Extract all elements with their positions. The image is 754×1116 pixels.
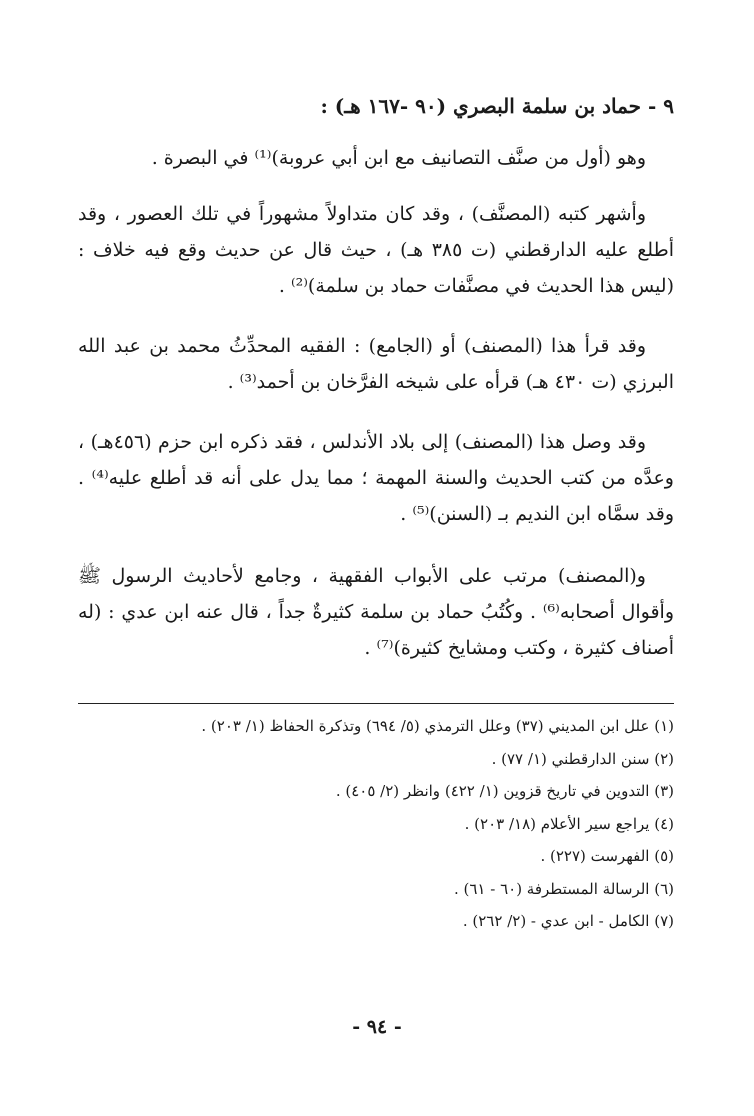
footnote-item: (٥) الفهرست (٢٢٧) . <box>540 847 674 865</box>
footnote-item: (٤) يراجع سير الأعلام (١٨/ ٢٠٣) . <box>464 814 674 833</box>
page-number: - ٩٤ - <box>352 1016 402 1038</box>
paragraph-text: وهو (أول من صنَّف التصانيف مع ابن أبي عروبة)⁽¹⁾ في البصرة . <box>151 147 646 169</box>
footnote-divider <box>78 703 674 704</box>
footnotes-list <box>74 710 674 938</box>
footnote-item: (٢) سنن الدارقطني (١/ ٧٧) . <box>491 749 674 768</box>
body-paragraph <box>78 196 674 304</box>
footnote-item: (١) علل ابن المديني (٣٧) وعلل الترمذي (٥/ ٦٩٤) وتذكرة الحفاظ (١/ ٢٠٣) . <box>201 717 674 735</box>
paragraph-text: و(المصنف) مرتب على الأبواب الفقهية ، وجامع لأحاديث الرسول ﷺ وأقوال أصحابه⁽⁶⁾ . وكُتُبُ حماد بن سلمة كثيرةٌ جداً ، قال عنه ابن عدي : (له أصناف كثيرة ، وكتب ومشايخ كثيرة)⁽⁷⁾ . <box>78 565 674 659</box>
paragraph-text: وقد قرأ هذا (المصنف) أو (الجامع) : الفقيه المحدِّثُ محمد بن عبد الله البرزي (ت ٤٣٠ هـ) قرأه على شيخه الفرَّخان بن أحمد⁽³⁾ . <box>78 335 674 393</box>
section-heading: ٩ - حماد بن سلمة البصري (٩٠ -١٦٧ هـ) : <box>320 94 674 118</box>
footnote-item: (٣) التدوين في تاريخ قزوين (١/ ٤٢٢) وانظر (٢/ ٤٠٥) . <box>335 782 674 800</box>
body-paragraph <box>78 558 674 666</box>
body-paragraph <box>78 140 674 176</box>
paragraph-text: وقد وصل هذا (المصنف) إلى بلاد الأندلس ، فقد ذكره ابن حزم (٤٥٦هـ) ، وعدَّه من كتب الحديث والسنة المهمة ؛ مما يدل على أنه قد أطلع عليه⁽⁴⁾ . وقد سمَّاه ابن النديم بـ (السنن)⁽⁵⁾ . <box>78 431 674 525</box>
footnote-item: (٦) الرسالة المستطرفة (٦٠ - ٦١) . <box>453 879 674 898</box>
paragraph-text: وأشهر كتبه (المصنَّف) ، وقد كان متداولاً مشهوراً في تلك العصور ، وقد أطلع عليه الدارقطني (ت ٣٨٥ هـ) ، حيث قال عن حديث وقع فيه خلاف : (ليس هذا الحديث في مصنَّفات حماد بن سلمة)⁽²⁾ . <box>78 203 675 297</box>
body-paragraph <box>78 424 674 532</box>
body-paragraph <box>78 328 674 400</box>
footnote-item: (٧) الكامل - ابن عدي - (٢/ ٢٦٢) . <box>462 912 674 930</box>
